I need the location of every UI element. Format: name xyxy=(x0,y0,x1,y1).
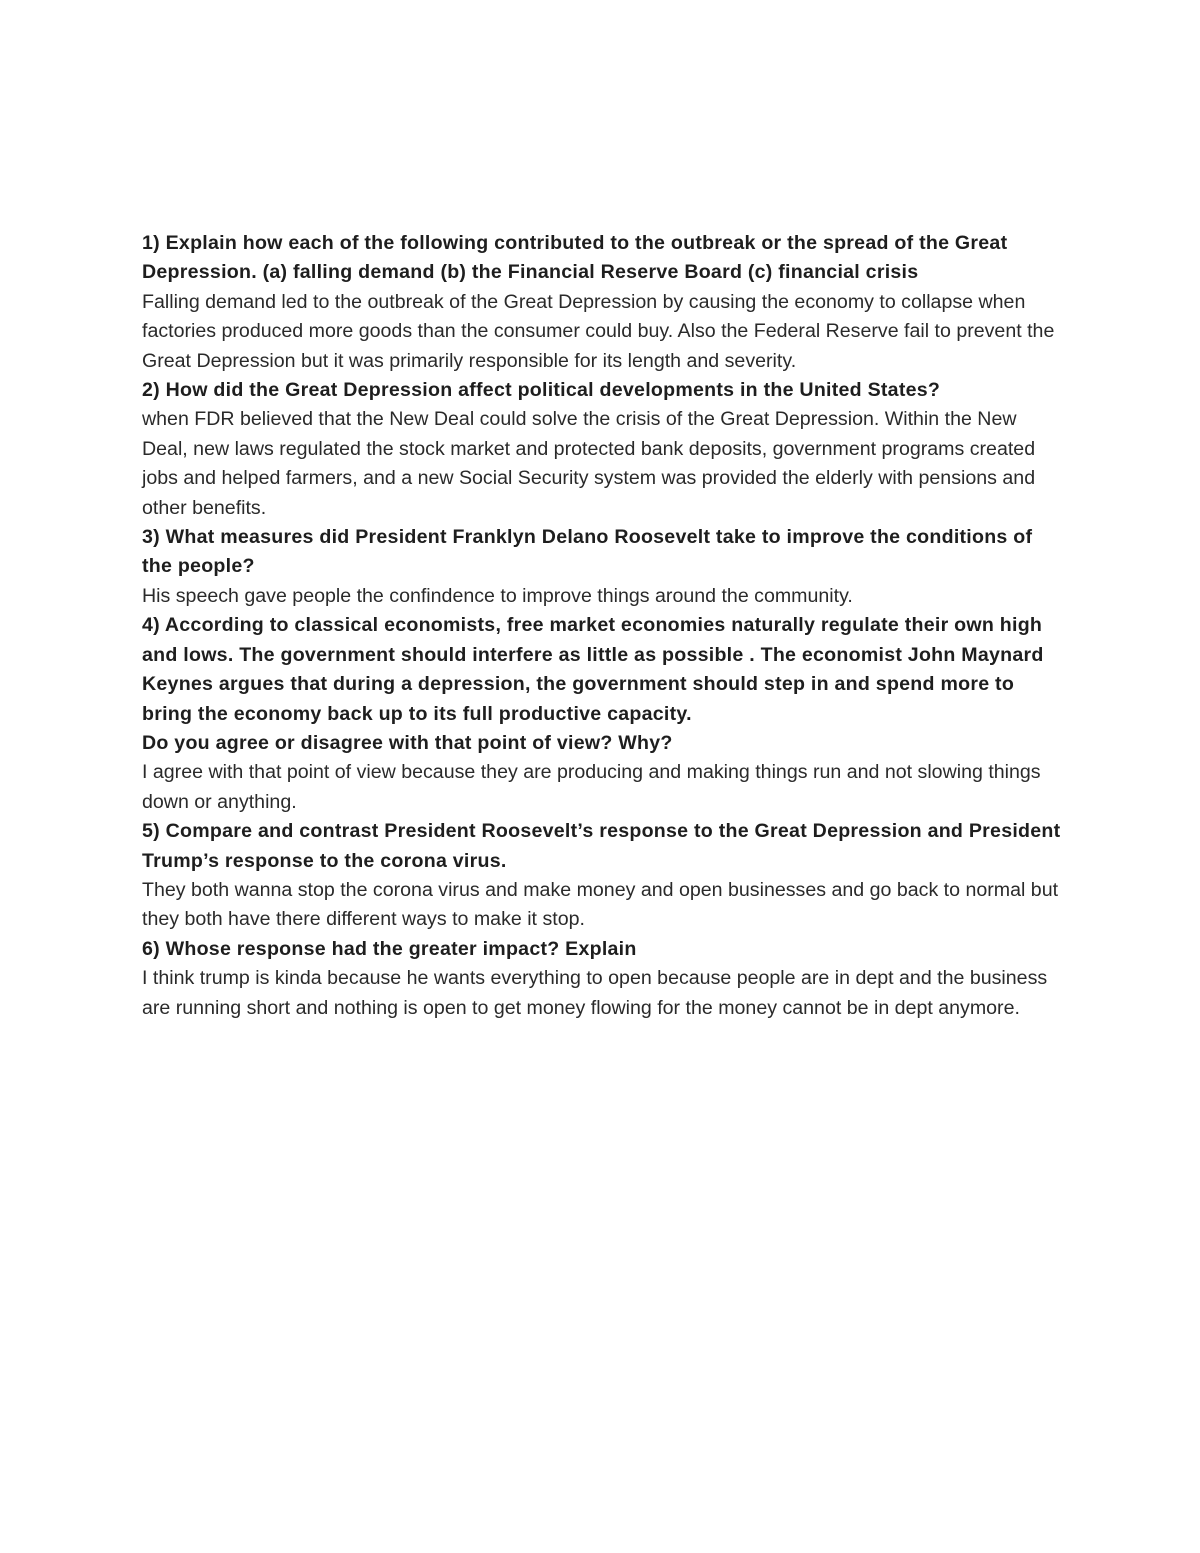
question-6: 6) Whose response had the greater impact? Explain xyxy=(142,937,637,960)
answer-3: His speech gave people the confindence to improve things around the community. xyxy=(142,584,853,607)
question-1: 1) Explain how each of the following contributed to the outbreak or the spread of the Great Depression. (a) falling demand (b) the Financial Reserve Board (c) financial crisis xyxy=(142,232,1008,284)
question-2: 2) How did the Great Depression affect political developments in the United States? xyxy=(142,379,941,402)
answer-4: I agree with that point of view because they are producing and making things run and not slowing things down or anything. xyxy=(142,761,1041,813)
answer-6: I think trump is kinda because he wants everything to open because people are in dept and the business are running short and nothing is open to get money flowing for the money cannot be in dept anymore. xyxy=(142,967,1048,1019)
answer-1: Falling demand led to the outbreak of the Great Depression by causing the economy to collapse when factories produced more goods than the consumer could buy. Also the Federal Reserve fail to prevent the Great Depression but it was primarily responsible for its length and severity. xyxy=(142,290,1055,372)
document-body xyxy=(142,229,1062,1023)
answer-2: when FDR believed that the New Deal could solve the crisis of the Great Depression. Within the New Deal, new laws regulated the stock market and protected bank deposits, government programs created jobs and helped farmers, and a new Social Security system was provided the elderly with pensions and other benefits. xyxy=(142,408,1036,519)
answer-5: They both wanna stop the corona virus and make money and open businesses and go back to normal but they both have there different ways to make it stop. xyxy=(142,878,1059,931)
question-4-followup: Do you agree or disagree with that point of view? Why? xyxy=(142,731,673,754)
question-3: 3) What measures did President Franklyn Delano Roosevelt take to improve the conditions of the people? xyxy=(142,526,1033,578)
question-5: 5) Compare and contrast President Roosevelt’s response to the Great Depression and President Trump’s response to the corona virus. xyxy=(142,820,1061,872)
question-4: 4) According to classical economists, free market economies naturally regulate their own high and lows. The government should interfere as little as possible . The economist John Maynard Keynes argues that during a depression, the government should step in and spend more to bring the economy back up to its full productive capacity. xyxy=(142,614,1044,725)
